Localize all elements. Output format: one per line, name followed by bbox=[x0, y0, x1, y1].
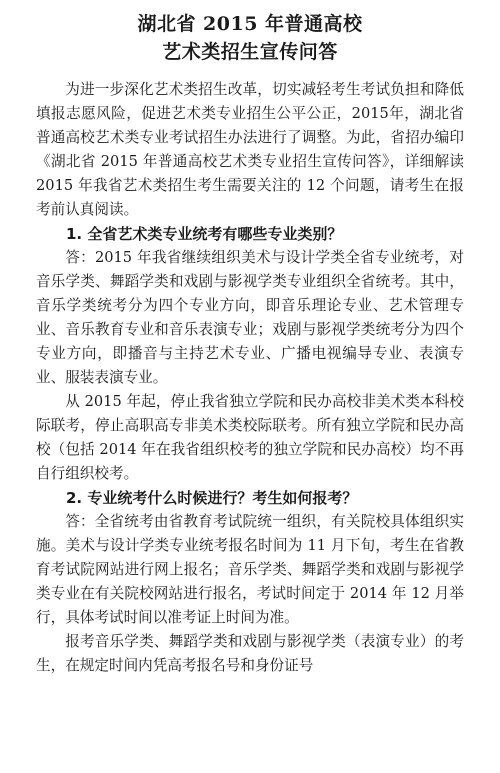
document-title-line1: 湖北省 2015 年普通高校 bbox=[137, 13, 363, 35]
question-1-heading: 1. 全省艺术类专业统考有哪些专业类别？ bbox=[66, 225, 343, 243]
question-2-answer-paragraph-1: 答：全省统考由省教育考试院统一组织，有关院校具体组织实施。美术与设计学类专业统考报名时间为 11 月下旬，考生在省教育考试院网站进行网上报名；音乐学类、舞蹈学类和戏剧与影视学类专业在有关院校网站进行报名，考试时间定于 2014 年 12 月举行，具体考试时间以准考证上时间为准。 bbox=[36, 513, 464, 626]
question-2-heading: 2. 专业统考什么时候进行？考生如何报考？ bbox=[66, 489, 358, 507]
question-1-answer-paragraph-2: 从 2015 年起，停止我省独立学院和民办高校非美术类本科校际联考，停止高职高专非美术类校际联考。所有独立学院和民办高校（包括 2014 年在我省组织校考的独立学院和民办高校）均不再自行组织校考。 bbox=[36, 393, 464, 482]
title-block bbox=[36, 10, 464, 66]
document-title-line2: 艺术类招生宣传问答 bbox=[162, 41, 338, 63]
question-1-answer-paragraph-1: 答：2015 年我省继续组织美术与设计学类全省专业统考，对音乐学类、舞蹈学类和戏剧与影视学类专业组织全省统考。其中，音乐学类统考分为四个专业方向，即音乐理论专业、艺术管理专业、音乐教育专业和音乐表演专业；戏剧与影视学类统考分为四个专业方向，即播音与主持艺术专业、广播电视编导专业、表演专业、服装表演专业。 bbox=[36, 249, 464, 386]
question-2-answer-paragraph-2: 报考音乐学类、舞蹈学类和戏剧与影视学类（表演专业）的考生，在规定时间内凭高考报名号和身份证号 bbox=[36, 633, 464, 674]
intro-paragraph: 为进一步深化艺术类招生改革，切实减轻考生考试负担和降低填报志愿风险，促进艺术类专业招生公平公正，2015年，湖北省普通高校艺术类专业考试招生办法进行了调整。为此，省招办编印《湖北省 2015 年普通高校艺术类专业招生宣传问答》，详细解读 2015 年我省艺术类招生考生需要关注的 12 个问题，请考生在报考前认真阅读。 bbox=[36, 81, 464, 218]
